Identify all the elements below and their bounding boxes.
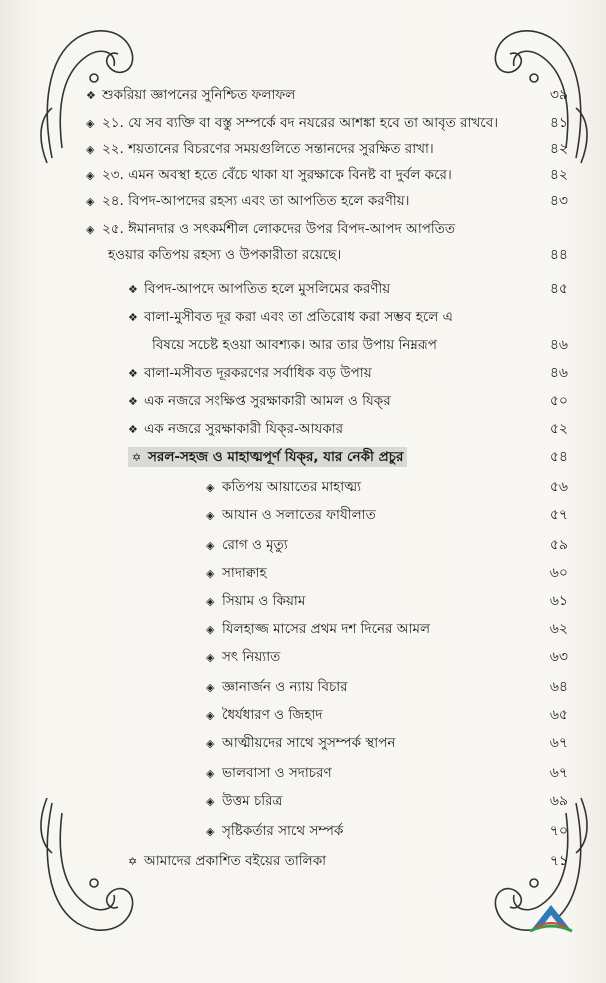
bullet-icon: ◈	[206, 825, 215, 838]
toc-entry	[86, 444, 586, 470]
bullet-icon: ❖	[128, 423, 138, 436]
toc-entry	[86, 560, 586, 586]
toc-entry	[86, 162, 586, 188]
toc-entry	[86, 188, 586, 214]
bullet-icon: ◈	[86, 117, 95, 130]
toc-entry	[86, 730, 586, 756]
toc-entry-title: ধৈর্যধারণ ও জিহাদ	[222, 707, 323, 723]
toc-entry	[86, 616, 586, 642]
toc-entry-title: উত্তম চরিত্র	[222, 793, 283, 809]
toc-entry-title: ২১. যে সব ব্যক্তি বা বস্তু সম্পর্কে বদ নযরের আশঙ্কা হবে তা আবৃত রাখবে।	[102, 115, 499, 131]
toc-entry	[86, 388, 586, 414]
toc-page-number: ৪৬	[549, 337, 568, 353]
bullet-icon: ✡	[128, 855, 138, 868]
toc-entry	[86, 588, 586, 614]
toc-entry-title: শুকরিয়া জ্ঞাপনের সুনিশ্চিত ফলাফল	[102, 87, 296, 103]
toc-entry	[86, 788, 586, 814]
toc-page-number: ৪৩	[549, 193, 568, 209]
toc-page-number: ৫৬	[549, 479, 568, 495]
bullet-icon: ❖	[128, 367, 138, 380]
bullet-icon: ◈	[206, 767, 215, 780]
toc-entry	[86, 276, 586, 302]
toc-page-number: ৬০	[549, 565, 568, 581]
toc-entry-title: আত্মীয়দের সাথে সুসম্পর্ক স্থাপন	[222, 735, 396, 751]
toc-entry	[86, 532, 586, 558]
bullet-icon: ◈	[206, 737, 215, 750]
bullet-icon: ❖	[86, 89, 96, 102]
toc-entry-title: বিপদ-আপদে আপতিত হলে মুসলিমের করণীয়	[144, 281, 391, 297]
toc-entry	[86, 502, 586, 528]
toc-page-number: ৭০	[549, 823, 568, 839]
toc-entry-title: ভালবাসা ও সদাচরণ	[222, 765, 332, 781]
toc-page-number: ৭১	[549, 853, 568, 869]
toc-page-number: ৫৪	[549, 449, 568, 465]
toc-entry	[86, 216, 586, 242]
toc-entry	[86, 360, 586, 386]
toc-page-number: ৬৩	[549, 649, 568, 665]
toc-entry-title: এক নজরে সুরক্ষাকারী যিক্‌র-আযকার	[144, 421, 344, 437]
toc-entry	[86, 82, 586, 108]
toc-entry-title: ২২. শয়তানের বিচরণের সময়গুলিতে সন্তানদের সুরক্ষিত রাখা।	[102, 141, 434, 157]
toc-entry-title: বিষয়ে সচেষ্ট হওয়া আবশ্যক। আর তার উপায় নিম্নরূপ	[152, 337, 437, 353]
toc-entry	[86, 848, 586, 874]
toc-page-number: ৫২	[549, 421, 568, 437]
bullet-icon: ❖	[128, 395, 138, 408]
toc-entry-title: ২৪. বিপদ-আপদের রহস্য এবং তা আপতিত হলে করণীয়।	[102, 193, 410, 209]
toc-entry	[86, 474, 586, 500]
toc-entry-title: হওয়ার কতিপয় রহস্য ও উপকারীতা রয়েছে।	[108, 247, 342, 263]
bullet-icon: ✡	[132, 451, 142, 464]
toc-entry-title: বালা-মুসীবত দূর করা এবং তা প্রতিরোধ করা সম্ভব হলে এ	[144, 309, 453, 325]
bullet-icon: ◈	[86, 223, 95, 236]
toc-page-number: ৪১	[549, 115, 568, 131]
toc-page-number: ৪৫	[549, 281, 568, 297]
bullet-icon: ◈	[86, 169, 95, 182]
toc-page-number: ৫৯	[549, 537, 568, 553]
toc-entry	[86, 702, 586, 728]
toc-page-number: ৪৪	[549, 247, 568, 263]
toc-entry-title: ২৩. এমন অবস্থা হতে বেঁচে থাকা যা সুরক্ষাকে বিনষ্ট বা দুর্বল করে।	[102, 167, 452, 183]
bullet-icon: ◈	[206, 651, 215, 664]
toc-page-number: ৫০	[549, 393, 568, 409]
toc-page-number: ৬৯	[549, 793, 568, 809]
toc-entry	[86, 304, 586, 330]
toc-page-number: ৬৭	[549, 735, 568, 751]
bullet-icon: ❖	[128, 283, 138, 296]
toc-page-number: ৬৭	[549, 765, 568, 781]
bullet-icon: ◈	[206, 481, 215, 494]
toc-page-number: ৫৭	[549, 507, 568, 523]
bullet-icon: ◈	[206, 595, 215, 608]
toc-entry-title: সৎ নিয়্যাত	[222, 649, 281, 665]
toc-entry	[86, 110, 586, 136]
bullet-icon: ◈	[206, 509, 215, 522]
toc-page-number: ৪২	[549, 167, 568, 183]
toc-entry	[86, 136, 586, 162]
bullet-icon: ◈	[86, 143, 95, 156]
bullet-icon: ◈	[206, 567, 215, 580]
toc-entry	[86, 242, 586, 268]
bullet-icon: ◈	[86, 195, 95, 208]
bullet-icon: ❖	[128, 311, 138, 324]
toc-entry-title: যিলহাজ্জ মাসের প্রথম দশ দিনের আমল	[222, 621, 431, 637]
toc-entry	[86, 416, 586, 442]
toc-page-number: ৬২	[549, 621, 568, 637]
toc-entry-title: ২৫. ঈমানদার ও সৎকর্মশীল লোকদের উপর বিপদ-আপদ আপতিত	[102, 221, 455, 237]
toc-entry-title: এক নজরে সংক্ষিপ্ত সুরক্ষাকারী আমল ও যিক্‌র	[144, 393, 391, 409]
toc-entry-title: জ্ঞানার্জন ও ন্যায় বিচার	[222, 679, 348, 695]
toc-page-number: ৩৯	[549, 87, 568, 103]
toc-entry	[86, 332, 586, 358]
toc-entry-title: আমাদের প্রকাশিত বইয়ের তালিকা	[144, 853, 327, 869]
bullet-icon: ◈	[206, 539, 215, 552]
toc-entry	[86, 818, 586, 844]
bullet-icon: ◈	[206, 623, 215, 636]
toc-entry-title: বালা-মসীবত দূরকরণের সর্বাধিক বড় উপায়	[144, 365, 372, 381]
toc-entry-title: সিয়াম ও কিয়াম	[222, 593, 306, 609]
bullet-icon: ◈	[206, 709, 215, 722]
toc-entry	[86, 760, 586, 786]
toc-entry	[86, 674, 586, 700]
toc-entry-title: সাদাক্বাহ	[222, 565, 267, 581]
toc-page-number: ৬১	[549, 593, 568, 609]
toc-entry	[86, 644, 586, 670]
toc-page-number: ৪৬	[549, 365, 568, 381]
toc-entry-title: রোগ ও মৃত্যু	[222, 537, 288, 553]
toc-page-number: ৬৫	[549, 707, 568, 723]
toc-entry-title: সৃষ্টিকর্তার সাথে সম্পর্ক	[222, 823, 344, 839]
toc-entry-title: কতিপয় আয়াতের মাহাত্ম্য	[222, 479, 362, 495]
toc-page-number: ৬৪	[549, 679, 568, 695]
toc-entry-title: আযান ও সলাতের ফাযীলাত	[222, 507, 376, 523]
publisher-logo-icon	[528, 899, 574, 933]
toc-entry-title: সরল-সহজ ও মাহাত্মপূর্ণ যিক্‌র, যার নেকী প্রচুর	[148, 449, 404, 465]
bullet-icon: ◈	[206, 795, 215, 808]
toc-page-number: ৪২	[549, 141, 568, 157]
bullet-icon: ◈	[206, 681, 215, 694]
